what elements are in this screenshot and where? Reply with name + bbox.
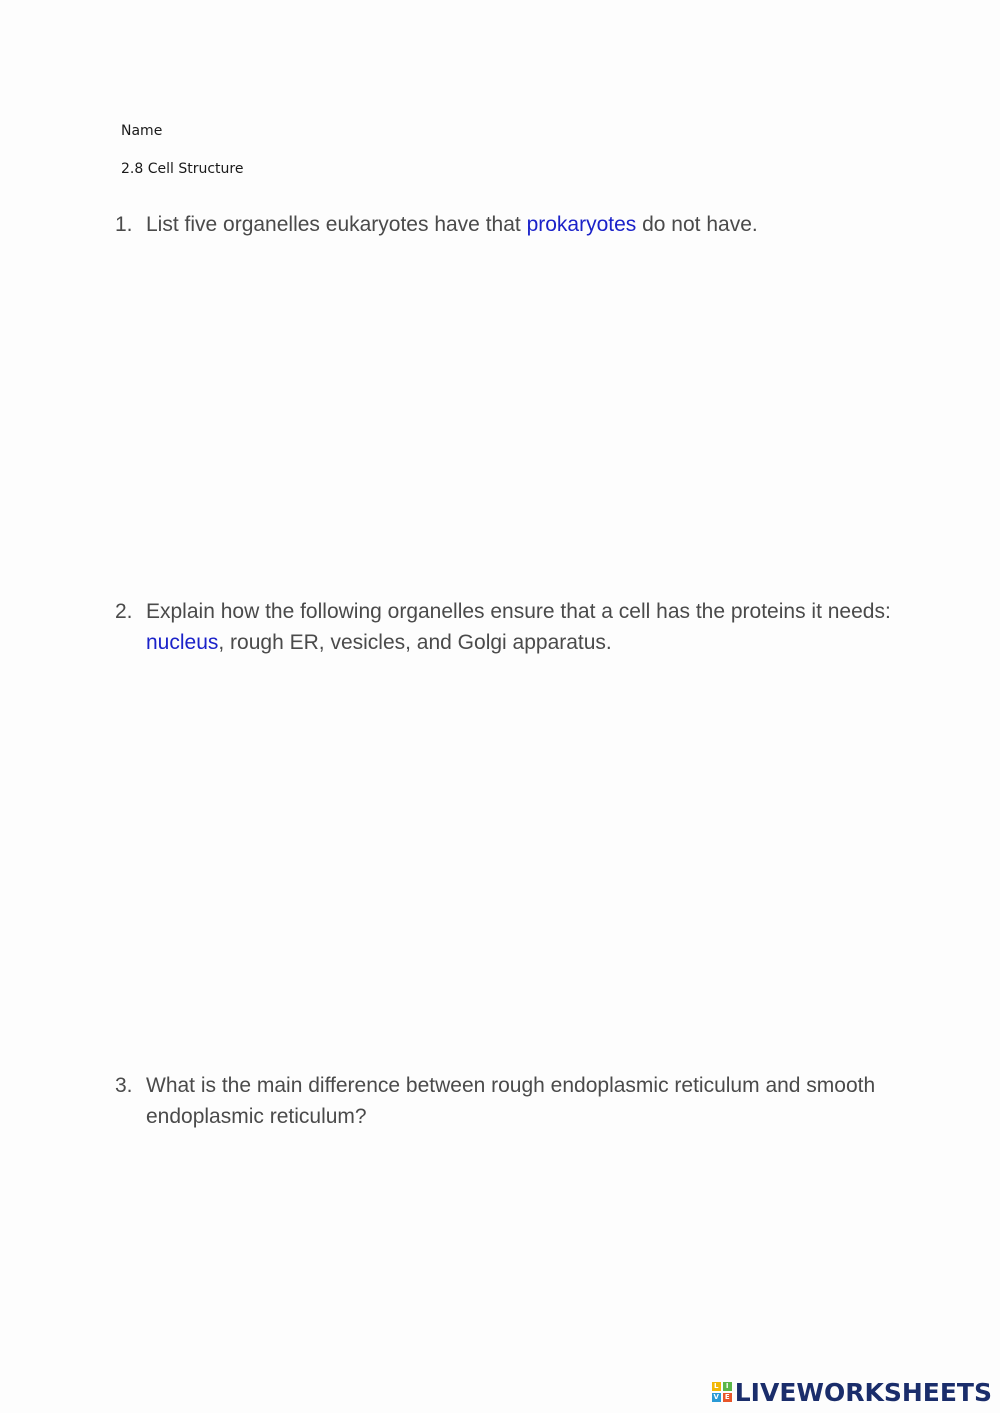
- logo-text: LIVEWORKSHEETS: [734, 1377, 992, 1407]
- question-text: What is the main difference between rough endoplasmic reticulum and smooth endoplasmic reticulum?: [146, 1074, 876, 1128]
- question-number: 1.: [115, 213, 133, 236]
- logo-blocks-icon: L I V E: [712, 1382, 732, 1402]
- question-1: [115, 209, 895, 240]
- name-label: Name: [121, 123, 163, 139]
- question-text: Explain how the following organelles ensure that a cell has the proteins it needs: nucleus, rough ER, vesicles, and Golgi apparatus.: [146, 600, 891, 654]
- question-number: 2.: [115, 600, 133, 623]
- liveworksheets-logo: [712, 1377, 992, 1407]
- question-3: [115, 1070, 895, 1132]
- question-text: List five organelles eukaryotes have that prokaryotes do not have.: [146, 213, 758, 236]
- glossary-link-nucleus[interactable]: nucleus: [146, 631, 219, 654]
- page-title: 2.8 Cell Structure: [121, 161, 244, 177]
- question-2: [115, 596, 895, 658]
- question-number: 3.: [115, 1074, 133, 1097]
- glossary-link-prokaryotes[interactable]: prokaryotes: [526, 213, 637, 236]
